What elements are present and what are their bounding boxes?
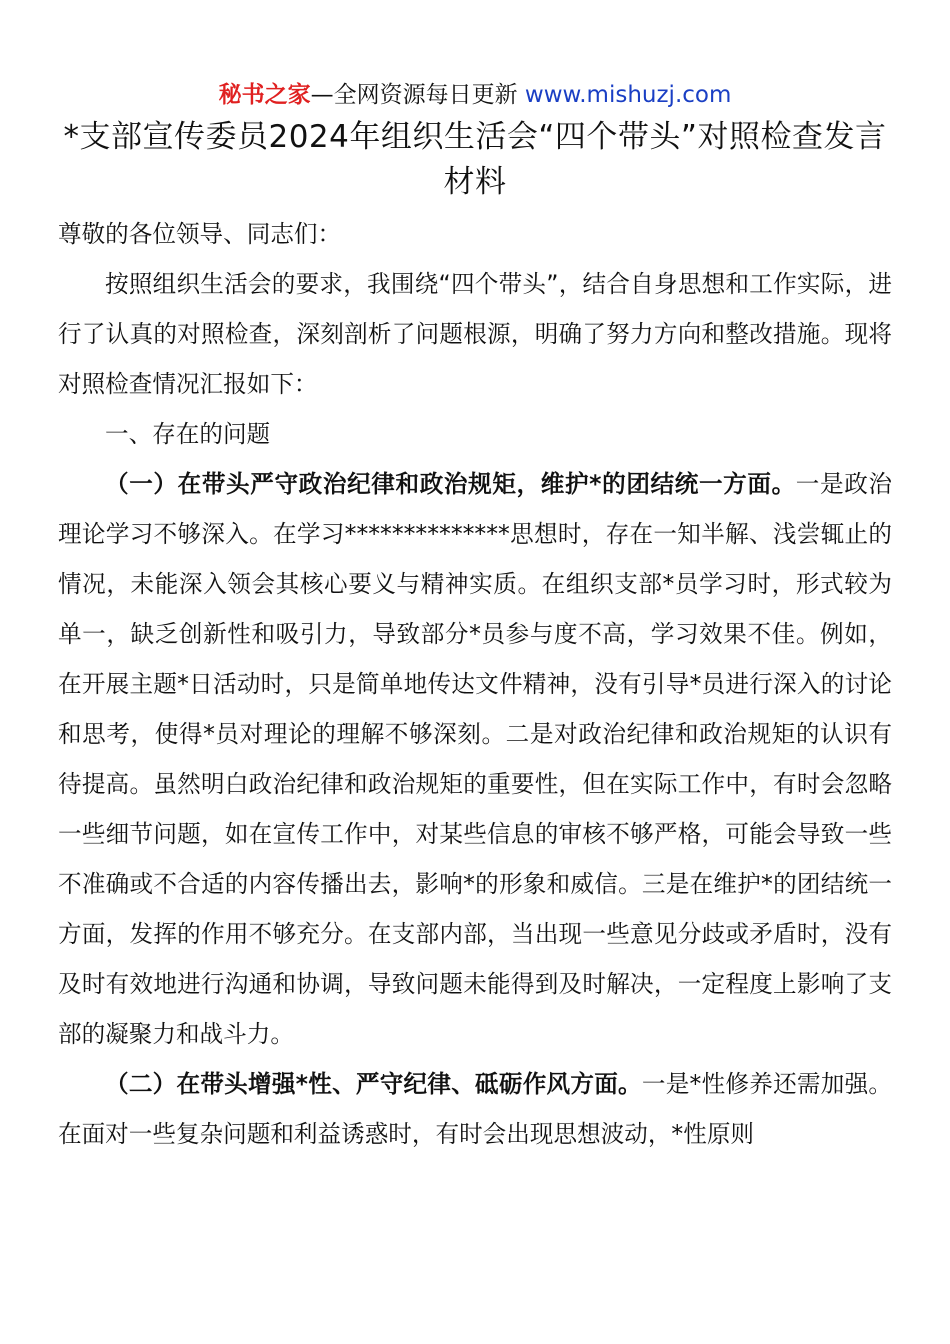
issue-2-lead: （二）在带头增强*性、严守纪律、砥砺作风方面。 xyxy=(105,1070,642,1098)
issue-paragraph-1 xyxy=(58,459,892,1059)
issue-1-text: 一是政治理论学习不够深入。在学习**************思想时，存在一知半解、浅尝辄止的情况，未能深入领会其核心要义与精神实质。在组织支部*员学习时，形式较为单一，缺乏创新性和吸引力，导致部分*员参与度不高，学习效果不佳。例如，在开展主题*日活动时，只是简单地传达文件精神，没有引导*员进行深入的讨论和思考，使得*员对理论的理解不够深刻。二是对政治纪律和政治规矩的认识有待提高。虽然明白政治纪律和政治规矩的重要性，但在实际工作中，有时会忽略一些细节问题，如在宣传工作中，对某些信息的审核不够严格，可能会导致一些不准确或不合适的内容传播出去，影响*的形象和威信。三是在维护*的团结统一方面，发挥的作用不够充分。在支部内部，当出现一些意见分歧或矛盾时，没有及时有效地进行沟通和协调，导致问题未能得到及时解决，一定程度上影响了支部的凝聚力和战斗力。 xyxy=(58,470,892,1048)
issue-2-text: 一是*性修养还需加强。在面对一些复杂问题和利益诱惑时，有时会出现思想波动，*性原则 xyxy=(58,1070,893,1148)
section-heading-problems: 一、存在的问题 xyxy=(105,420,271,448)
header-tagline: —全网资源每日更新 xyxy=(310,82,518,108)
site-header xyxy=(58,78,892,112)
issue-1-lead: （一）在带头严守政治纪律和政治规矩，维护*的团结统一方面。 xyxy=(105,470,796,498)
brand-name: 秘书之家 xyxy=(218,82,311,108)
greeting-paragraph: 尊敬的各位领导、同志们： xyxy=(58,220,342,248)
issue-paragraph-2 xyxy=(58,1059,892,1159)
intro-paragraph: 按照组织生活会的要求，我围绕“四个带头”，结合自身思想和工作实际，进行了认真的对照检查，深刻剖析了问题根源，明确了努力方向和整改措施。现将对照检查情况汇报如下： xyxy=(58,270,892,398)
document-page xyxy=(58,78,892,1159)
document-title: *支部宣传委员2024年组织生活会“四个带头”对照检查发言材料 xyxy=(63,119,887,200)
site-url-link[interactable]: www.mishuzj.com xyxy=(524,82,732,108)
